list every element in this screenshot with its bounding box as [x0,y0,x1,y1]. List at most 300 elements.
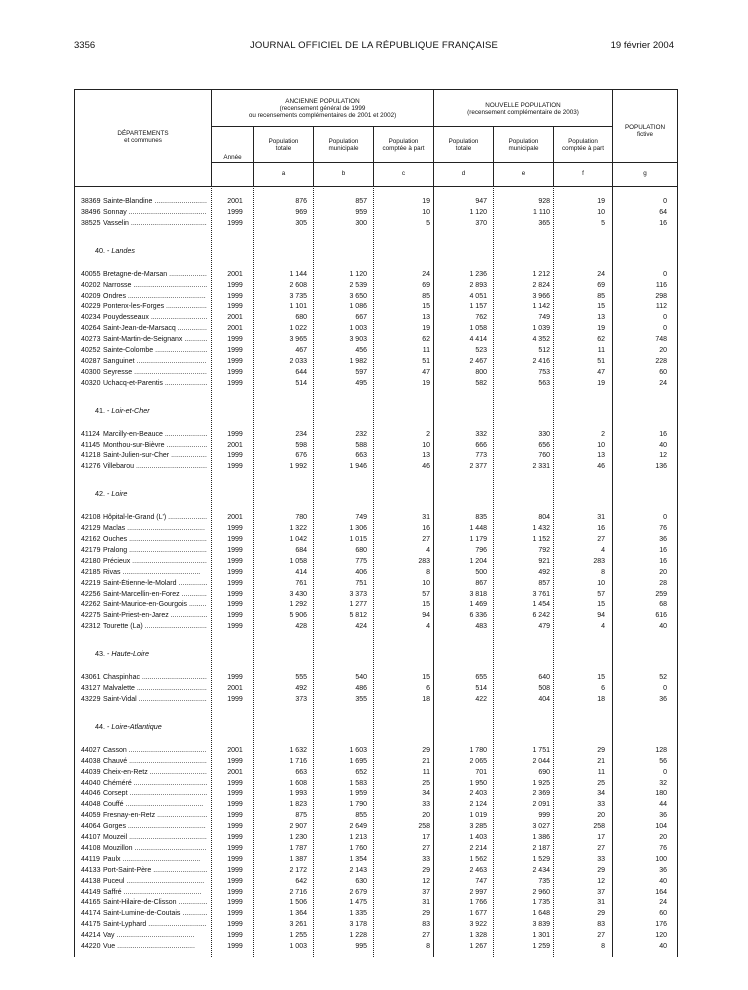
pop-municipale-e: 760 [538,452,550,460]
pop-municipale-e: 1 529 [532,855,550,863]
pop-municipale-b: 495 [355,379,367,387]
pop-totale-d: 2 377 [469,463,487,471]
commune-code: 44059 [81,812,101,820]
pop-municipale-b: 486 [355,685,367,692]
table-row [75,684,677,694]
pop-a-part-f: 34 [597,790,605,798]
table-row [75,368,677,378]
year: 1999 [227,801,243,809]
col-header-e: Population municipale [508,138,539,153]
table-row [75,844,677,854]
pop-totale-a: 2 716 [289,888,307,896]
commune-code: 42256 [81,590,101,598]
pop-a-part-f: 15 [597,303,605,311]
table-row [75,695,677,705]
pop-municipale-e: 492 [538,568,550,576]
pop-fictive-g: 20 [659,347,667,354]
pop-fictive-g: 64 [659,208,667,216]
pop-a-part-f: 4 [601,623,605,631]
pop-totale-d: 2 467 [469,357,487,365]
dept-header-line1: DÉPARTEMENTS [117,130,169,137]
pop-totale-d: 2 214 [469,844,487,852]
pop-fictive-g: 20 [659,568,667,576]
pop-a-part-c: 10 [422,579,430,587]
pop-municipale-e: 792 [538,546,550,554]
pop-totale-d: 422 [475,695,487,703]
pop-a-part-f: 16 [597,525,605,533]
pop-fictive-g: 36 [659,812,667,820]
pop-municipale-b: 3 178 [349,921,367,929]
commune-code: 41218 [81,452,101,460]
table-row [75,379,677,389]
pop-municipale-e: 1 751 [532,746,550,754]
pop-fictive-g: 228 [655,357,667,365]
pop-a-part-f: 13 [597,314,605,322]
pop-totale-a: 1 608 [289,779,307,787]
year: 1999 [227,899,243,907]
pop-totale-a: 780 [295,514,307,522]
pop-totale-d: 1 780 [469,746,487,754]
pop-municipale-b: 1 015 [349,536,367,543]
pop-municipale-b: 406 [355,568,367,576]
commune-code: 42219 [81,579,101,587]
commune-name: Malvalette ..... [103,684,207,694]
pop-totale-d: 370 [475,219,487,227]
pop-totale-d: 3 818 [469,590,487,598]
pop-totale-a: 1 101 [289,303,307,311]
pop-a-part-f: 19 [597,379,605,387]
pop-municipale-e: 2 824 [532,281,550,289]
pop-a-part-f: 20 [597,812,605,820]
pop-a-part-f: 15 [597,601,605,609]
year: 1999 [227,866,243,874]
pop-a-part-f: 27 [597,536,605,543]
table-row [75,219,677,229]
pop-totale-a: 1 387 [289,855,307,863]
pop-totale-d: 4 414 [469,336,487,344]
pop-fictive-g: 16 [659,219,667,227]
pop-municipale-e: 508 [538,685,550,692]
pop-municipale-e: 4 352 [532,336,550,344]
pop-municipale-b: 355 [355,695,367,703]
pop-municipale-b: 232 [355,430,367,438]
pop-a-part-c: 31 [422,514,430,522]
commune-code: 44149 [81,888,101,896]
pop-a-part-c: 46 [422,463,430,471]
year: 1999 [227,779,243,787]
issue-date: 19 février 2004 [610,40,674,51]
commune-code: 42185 [81,568,101,576]
pop-fictive-g: 20 [659,834,667,841]
pop-totale-d: 701 [475,768,487,776]
col-header-b: Population municipale [328,138,359,153]
pop-totale-a: 305 [295,219,307,227]
pop-a-part-f: 21 [597,757,605,765]
pop-a-part-c: 13 [422,452,430,460]
commune-name: Monthou-sur-Bièvre ..... [103,441,207,451]
commune-name: Précieux ..... [103,557,207,567]
letter-d: d [461,170,466,177]
year: 1999 [227,303,243,311]
pop-totale-a: 514 [295,379,307,387]
pop-fictive-g: 68 [659,601,667,609]
pop-totale-d: 500 [475,568,487,576]
pop-a-part-c: 37 [422,888,430,896]
pop-a-part-c: 19 [422,325,430,333]
pop-municipale-b: 5 812 [349,612,367,620]
pop-totale-a: 1 506 [289,899,307,907]
letter-a: a [281,170,286,177]
pop-totale-a: 3 735 [289,292,307,300]
pop-fictive-g: 40 [659,623,667,631]
pop-a-part-f: 31 [597,899,605,907]
pop-a-part-f: 24 [597,270,605,278]
pop-totale-a: 555 [295,674,307,682]
pop-a-part-c: 21 [422,757,430,765]
commune-name: Gorges ..... [103,822,207,832]
pop-municipale-b: 2 143 [349,866,367,874]
commune-name: Mouzeil ..... [103,833,207,843]
dept-header-line2: et communes [124,137,162,145]
pop-a-part-c: 15 [422,303,430,311]
year: 1999 [227,844,243,852]
pop-a-part-f: 57 [597,590,605,598]
pop-municipale-b: 667 [355,314,367,322]
pop-totale-d: 796 [475,546,487,554]
commune-name: Saint-Lumine-de-Coutais ..... [103,909,207,919]
commune-name: Fresnay-en-Retz ..... [103,811,207,821]
pop-a-part-c: 29 [422,866,430,874]
pop-fictive-g: 120 [655,932,667,940]
commune-code: 44046 [81,790,101,798]
pop-totale-d: 2 403 [469,790,487,798]
commune-code: 44027 [81,746,101,754]
pop-a-part-f: 94 [597,612,605,620]
commune-code: 40300 [81,368,101,376]
pop-fictive-g: 0 [663,198,667,205]
table-row [75,451,677,461]
pop-fictive-g: 36 [659,866,667,874]
pop-municipale-b: 2 539 [349,281,367,289]
pop-municipale-e: 857 [538,579,550,587]
commune-name: Vue ..... [103,942,207,952]
pop-a-part-c: 10 [422,441,430,449]
year: 1999 [227,855,243,863]
pop-a-part-f: 31 [597,514,605,522]
letter-e: e [521,170,526,177]
pop-totale-a: 414 [295,568,307,576]
pop-a-part-f: 11 [597,768,605,776]
pop-a-part-f: 46 [597,463,605,471]
pop-municipale-b: 1 583 [349,779,367,787]
pop-a-part-c: 69 [422,281,430,289]
pop-totale-d: 1 204 [469,557,487,565]
pop-totale-a: 680 [295,314,307,322]
table-row [75,292,677,302]
year: 2001 [227,768,243,776]
pop-fictive-g: 12 [659,452,667,460]
table-row [75,622,677,632]
pop-totale-d: 2 893 [469,281,487,289]
pop-municipale-e: 330 [538,430,550,438]
pop-fictive-g: 40 [659,441,667,449]
table-row [75,757,677,767]
table-row [75,346,677,356]
pop-fictive-g: 0 [663,685,667,692]
commune-name: Hôpital-le-Grand (L') ..... [103,513,207,523]
pop-fictive-g: 112 [655,303,667,311]
pop-municipale-b: 424 [355,623,367,631]
pop-municipale-e: 3 027 [532,823,550,831]
pop-totale-d: 1 120 [469,208,487,216]
pop-totale-a: 1 716 [289,757,307,765]
pop-municipale-b: 1 354 [349,855,367,863]
pop-municipale-e: 804 [538,514,550,522]
pop-a-part-f: 37 [597,888,605,896]
pop-a-part-c: 34 [422,790,430,798]
commune-code: 40287 [81,357,101,365]
pop-a-part-c: 27 [422,932,430,940]
new-title-2: (recensement complémentaire de 2003) [467,109,579,117]
pop-fictive-g: 36 [659,695,667,703]
pop-municipale-e: 6 242 [532,612,550,620]
pop-a-part-c: 15 [422,674,430,682]
commune-code: 42129 [81,525,101,533]
pop-totale-a: 428 [295,623,307,631]
year: 1999 [227,219,243,227]
pop-totale-d: 582 [475,379,487,387]
pop-totale-d: 2 065 [469,757,487,765]
pop-totale-a: 2 033 [289,357,307,365]
commune-code: 42108 [81,514,101,522]
pop-municipale-e: 1 110 [533,208,550,216]
letter-b: b [341,170,346,177]
table-row [75,357,677,367]
pop-municipale-e: 1 142 [532,303,550,311]
pop-totale-d: 3 285 [469,823,487,831]
pop-a-part-f: 10 [597,579,605,587]
commune-name: Bretagne-de-Marsan ..... [103,270,207,280]
pop-totale-a: 5 906 [289,612,307,620]
pop-fictive-g: 116 [655,281,667,289]
commune-code: 40264 [81,325,101,333]
year: 1999 [227,877,243,885]
table-header [75,90,677,187]
commune-code: 43229 [81,695,101,703]
department-heading: 44. - Loire-Atlantique [95,721,162,731]
year: 1999 [227,943,243,950]
commune-name: Saint-Julien-sur-Cher ..... [103,451,207,461]
pop-a-part-f: 12 [597,877,605,885]
pop-a-part-c: 4 [426,623,430,631]
year: 1999 [227,430,243,438]
old-population-header [212,98,433,120]
pop-a-part-c: 12 [422,877,430,885]
year: 1999 [227,281,243,289]
pop-municipale-e: 1 301 [532,932,550,940]
fictive-header [613,124,677,138]
commune-code: 44133 [81,866,101,874]
table-row [75,600,677,610]
year: 1999 [227,695,243,703]
year: 1999 [227,463,243,471]
pop-municipale-b: 630 [355,877,367,885]
journal-title: JOURNAL OFFICIEL DE LA RÉPUBLIQUE FRANÇAISE [249,40,499,51]
table-row [75,779,677,789]
pop-totale-d: 800 [475,368,487,376]
pop-municipale-b: 3 903 [349,336,367,344]
commune-code: 41124 [81,430,100,438]
pop-totale-d: 2 997 [469,888,487,896]
department-heading: 43. - Haute-Loire [95,649,149,659]
table-row [75,535,677,545]
pop-municipale-b: 857 [355,198,367,205]
pop-a-part-c: 8 [426,568,430,576]
pop-totale-d: 1 562 [469,855,487,863]
pop-a-part-c: 33 [422,801,430,809]
commune-code: 44119 [81,855,100,863]
pop-a-part-f: 29 [597,866,605,874]
year: 2001 [227,685,243,692]
commune-code: 44108 [81,844,101,852]
year: 1999 [227,546,243,554]
pop-municipale-e: 1 648 [532,910,550,918]
commune-name: Marcilly-en-Beauce ..... [103,430,207,440]
pop-municipale-e: 1 212 [532,270,550,278]
pop-municipale-b: 1 003 [349,325,367,333]
commune-code: 40209 [81,292,101,300]
pop-totale-d: 1 157 [469,303,487,311]
table-row [75,942,677,952]
pop-a-part-f: 6 [601,685,605,692]
pop-a-part-c: 94 [422,612,430,620]
pop-a-part-f: 25 [597,779,605,787]
pop-totale-a: 684 [295,546,307,554]
commune-code: 43061 [81,674,101,682]
year: 2001 [227,325,243,333]
pop-municipale-e: 3 761 [532,590,550,598]
commune-name: Sainte-Blandine ..... [103,197,207,207]
pop-municipale-b: 456 [355,347,367,354]
year: 1999 [227,579,243,587]
pop-municipale-e: 1 152 [532,536,550,543]
pop-a-part-f: 18 [597,695,605,703]
pop-fictive-g: 104 [655,823,667,831]
pop-totale-a: 1 292 [289,601,307,609]
pop-municipale-b: 1 790 [349,801,367,809]
pop-a-part-c: 15 [422,601,430,609]
year: 1999 [227,823,243,831]
commune-name: Sainte-Colombe ..... [103,346,207,356]
pop-municipale-e: 735 [538,877,550,885]
pop-fictive-g: 0 [663,325,667,333]
pop-a-part-c: 83 [422,921,430,929]
commune-code: 42179 [81,546,101,554]
table-row [75,833,677,843]
pop-municipale-b: 1 277 [349,601,367,609]
pop-a-part-c: 8 [426,943,430,950]
table-row [75,557,677,567]
page-number: 3356 [74,40,96,51]
year: 2001 [227,270,243,278]
year: 1999 [227,536,243,543]
commune-code: 44064 [81,823,101,831]
pop-totale-d: 762 [475,314,487,322]
commune-name: Rivas ..... [103,568,207,578]
pop-a-part-c: 25 [422,779,430,787]
pop-totale-a: 642 [295,877,307,885]
table-row [75,898,677,908]
pop-a-part-f: 10 [597,208,605,216]
pop-municipale-e: 749 [538,314,550,322]
pop-municipale-b: 855 [355,812,367,820]
pop-a-part-f: 19 [597,198,605,205]
pop-municipale-e: 2 434 [532,866,550,874]
pop-fictive-g: 100 [655,855,667,863]
pop-a-part-c: 19 [422,379,430,387]
pop-totale-a: 1 022 [289,325,307,333]
pop-municipale-e: 1 039 [532,325,550,333]
pop-a-part-c: 29 [422,746,430,754]
letter-f: f [582,170,584,177]
pop-municipale-b: 1 120 [349,270,367,278]
commune-code: 38525 [81,219,101,227]
pop-fictive-g: 180 [655,790,667,798]
pop-municipale-e: 404 [538,695,550,703]
pop-totale-d: 483 [475,623,487,631]
pop-municipale-e: 1 925 [532,779,550,787]
commune-name: Mouzillon ..... [103,844,207,854]
annee-header: Année [223,154,242,161]
commune-name: Ondres ..... [103,292,207,302]
pop-totale-d: 867 [475,579,487,587]
commune-name: Pouydesseaux ..... [103,313,207,323]
commune-name: Tourette (La) ..... [103,622,207,632]
department-heading: 42. - Loire [95,489,128,499]
pop-municipale-b: 775 [355,557,367,565]
commune-name: Chauvé ..... [103,757,207,767]
pop-totale-a: 1 823 [289,801,307,809]
pop-a-part-f: 10 [597,441,605,449]
commune-name: Vay ..... [103,931,207,941]
pop-municipale-b: 959 [355,208,367,216]
commune-code: 44039 [81,768,101,776]
table-row [75,546,677,556]
pop-a-part-f: 19 [597,325,605,333]
pop-municipale-b: 1 603 [349,746,367,754]
letter-c: c [401,170,406,177]
pop-a-part-f: 27 [597,932,605,940]
pop-a-part-f: 2 [601,430,605,438]
year: 1999 [227,834,243,841]
pop-totale-d: 3 922 [469,921,487,929]
commune-code: 40202 [81,281,101,289]
pop-municipale-e: 2 187 [532,844,550,852]
pop-municipale-b: 1 959 [349,790,367,798]
pop-a-part-f: 83 [597,921,605,929]
commune-code: 44107 [81,834,101,841]
pop-municipale-e: 640 [538,674,550,682]
pop-a-part-f: 51 [597,357,605,365]
pop-municipale-e: 3 966 [532,292,550,300]
pop-a-part-c: 47 [422,368,430,376]
commune-code: 40055 [81,270,101,278]
pop-a-part-c: 29 [422,910,430,918]
pop-totale-a: 467 [295,347,307,354]
pop-a-part-f: 283 [593,557,605,565]
letter-g: g [643,170,647,177]
pop-fictive-g: 36 [659,536,667,543]
